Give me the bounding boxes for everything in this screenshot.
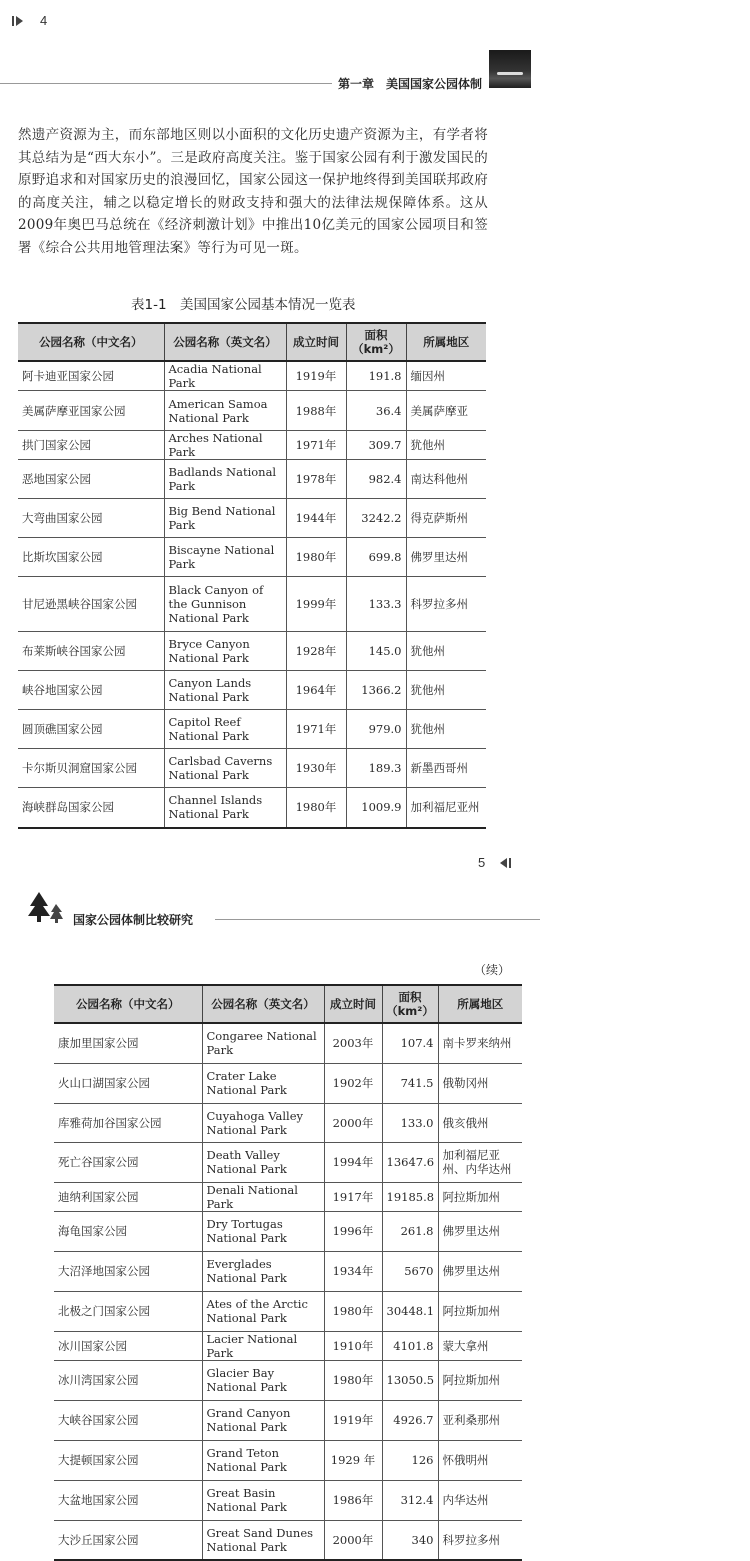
header-rule [215,919,540,920]
table-row: 拱门国家公园 Arches National Park 1971年 309.7 犹他州 [18,431,486,460]
table-row: 大峡谷国家公园 Grand Canyon National Park 1919年 4926.7 亚利桑那州 [54,1400,522,1440]
parks-table [18,322,486,829]
table-row: 峡谷地国家公园 Canyon Lands National Park 1964年 1366.2 犹他州 [18,671,486,710]
table-row: 死亡谷国家公园 Death Valley National Park 1994年 13647.6 加利福尼亚州、内华达州 [54,1142,522,1182]
table-row: 大弯曲国家公园 Big Bend National Park 1944年 3242.2 得克萨斯州 [18,499,486,538]
header-year: 成立时间 [324,985,382,1023]
header-rule [0,83,332,84]
table-row: 阿卡迪亚国家公园 Acadia National Park 1919年 191.8 缅因州 [18,361,486,391]
page-prev-icon [12,15,24,27]
page-next-icon [500,857,512,869]
table-row: 大盆地国家公园 Great Basin National Park 1986年 312.4 内华达州 [54,1480,522,1520]
header-year: 成立时间 [286,323,346,361]
body-paragraph: 然遗产资源为主，而东部地区则以小面积的文化历史遗产资源为主，有学者将其总结为是“西大东小”。三是政府高度关注。鉴于国家公园有利于激发国民的原野追求和对国家历史的浪漫回忆，国家公园这一保护地终得到美国联邦政府的高度关注，辅之以稳定增长的财政支持和强大的法律法规保障体系。这从2009年奥巴马总统在《经济刺激计划》中推出10亿美元的国家公园项目和签署《综合公共用地管理法案》等行为可见一斑。 [18,127,488,256]
table-row: 大提顿国家公园 Grand Teton National Park 1929 年 126 怀俄明州 [54,1440,522,1480]
header-en-name: 公园名称（英文名） [202,985,324,1023]
table-row: 冰川湾国家公园 Glacier Bay National Park 1980年 13050.5 阿拉斯加州 [54,1360,522,1400]
table-row: 圆顶礁国家公园 Capitol Reef National Park 1971年 979.0 犹他州 [18,710,486,749]
running-head: 国家公园体制比较研究 [73,913,194,927]
table-row: 大沼泽地国家公园 Everglades National Park 1934年 5670 佛罗里达州 [54,1251,522,1291]
header-area: 面积 （km²） [382,985,438,1023]
table-row: 恶地国家公园 Badlands National Park 1978年 982.4 南达科他州 [18,460,486,499]
table-row: 布莱斯峡谷国家公园 Bryce Canyon National Park 1928年 145.0 犹他州 [18,632,486,671]
table-row: 大沙丘国家公园 Great Sand Dunes National Park 2000年 340 科罗拉多州 [54,1520,522,1560]
header-en-name: 公园名称（英文名） [164,323,286,361]
chapter-thumbnail-image [489,50,531,88]
table-row: 海峡群岛国家公园 Channel Islands National Park 1980年 1009.9 加利福尼亚州 [18,788,486,828]
table-row: 北极之门国家公园 Ates of the Arctic National Park 1980年 30448.1 阿拉斯加州 [54,1291,522,1331]
table-row: 康加里国家公园 Congaree National Park 2003年 107.4 南卡罗来纳州 [54,1023,522,1063]
table-row: 海龟国家公园 Dry Tortugas National Park 1996年 261.8 佛罗里达州 [54,1211,522,1251]
header-cn-name: 公园名称（中文名） [54,985,202,1023]
header-region: 所属地区 [438,985,522,1023]
table-row: 甘尼逊黑峡谷国家公园 Black Canyon of the Gunnison National Park 1999年 133.3 科罗拉多州 [18,577,486,632]
header-area: 面积 （km²） [346,323,406,361]
table-row: 库雅荷加谷国家公园 Cuyahoga Valley National Park 2000年 133.0 俄亥俄州 [54,1103,522,1142]
pine-tree-icon [26,890,66,926]
table-row: 迪纳利国家公园 Denali National Park 1917年 19185.8 阿拉斯加州 [54,1182,522,1211]
header-cn-name: 公园名称（中文名） [18,323,164,361]
page-number: 4 [40,13,48,28]
running-head: 第一章 美国国家公园体制 [338,77,483,91]
table-row: 卡尔斯贝洞窟国家公园 Carlsbad Caverns National Park 1930年 189.3 新墨西哥州 [18,749,486,788]
table-caption: 表1-1 美国国家公园基本情况一览表 [131,297,356,313]
table-row: 比斯坎国家公园 Biscayne National Park 1980年 699.8 佛罗里达州 [18,538,486,577]
table-row: 冰川国家公园 Lacier National Park 1910年 4101.8 蒙大拿州 [54,1331,522,1360]
page-number: 5 [478,855,486,870]
table-row: 美属萨摩亚国家公园 American Samoa National Park 1988年 36.4 美属萨摩亚 [18,391,486,431]
table-row: 火山口湖国家公园 Crater Lake National Park 1902年 741.5 俄勒冈州 [54,1063,522,1103]
continued-label: （续） [474,963,511,977]
parks-table-continued [54,984,522,1561]
header-region: 所属地区 [406,323,486,361]
